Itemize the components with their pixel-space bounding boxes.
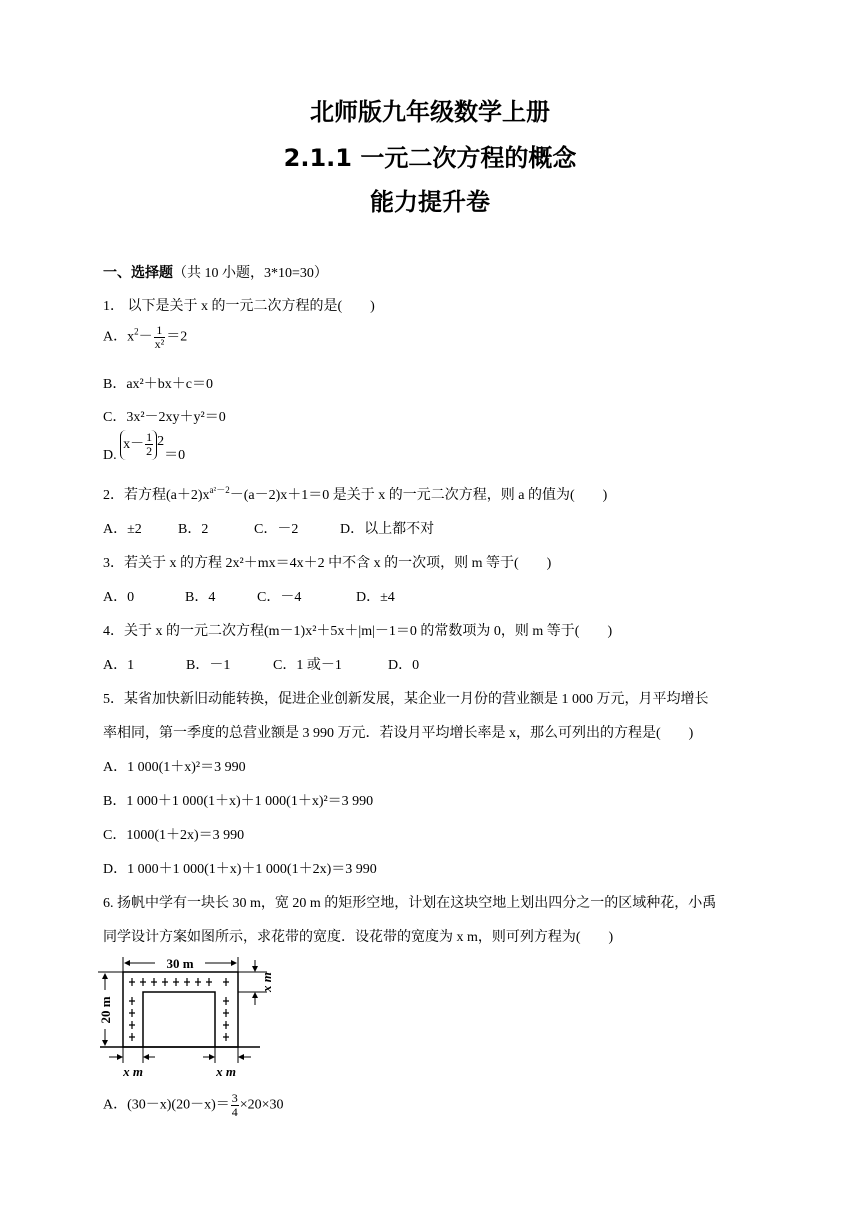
section-heading-note: （共 10 小题，3*10=30） xyxy=(173,266,328,281)
question-1-option-a: A．$x^2-$ $\frac{1}{\text{x²}}$ ＝2 xyxy=(103,323,188,351)
option-d: D．±4 xyxy=(356,590,395,605)
arrow-icon xyxy=(209,1054,215,1060)
option-a-text: A．(30－x)(20－x)＝ xyxy=(103,1097,230,1113)
right-dimension-label: x m xyxy=(259,972,274,992)
arrow-icon xyxy=(117,1054,123,1060)
flower-mark xyxy=(129,1021,135,1029)
exponent: 2 xyxy=(157,434,165,449)
flower-mark xyxy=(173,978,179,986)
question-5-option-c: C．1000(1＋2x)＝3 990 xyxy=(103,828,245,843)
option-b: B．4 xyxy=(185,590,216,605)
flower-mark xyxy=(223,997,229,1005)
stem-part: －(a－2)x＋1＝0 是关于 x 的一元二次方程，则 a 的值为( ) xyxy=(229,488,608,503)
question-1-option-c: C．3x²－2xy＋y²＝0 xyxy=(103,410,226,425)
stem-part: 2．若方程(a＋2)x xyxy=(103,488,210,503)
option-a-tail: ×20×30 xyxy=(239,1097,284,1113)
option-a-tail: ＝2 xyxy=(166,329,188,345)
fraction-numerator: 1 xyxy=(154,324,166,338)
question-5-option-b: B．1 000＋1 000(1＋x)＋1 000(1＋x)²＝3 990 xyxy=(103,794,374,809)
fraction xyxy=(154,324,166,351)
flower-mark xyxy=(129,1033,135,1041)
arrow-icon xyxy=(238,1054,244,1060)
flower-mark xyxy=(129,978,135,986)
question-4-options xyxy=(103,654,419,674)
exponent: a²－2 xyxy=(209,485,230,495)
question-1-stem: 1． 以下是关于 x 的一元二次方程的是( ) xyxy=(103,299,375,314)
flower-mark xyxy=(184,978,190,986)
outer-rectangle xyxy=(123,972,238,1047)
question-5-stem-line-1: 5．某省加快新旧动能转换，促进企业创新发展，某企业一月份的营业额是 1 000 万元，月平均增长 xyxy=(103,692,709,707)
flower-mark xyxy=(129,1009,135,1017)
flower-mark xyxy=(223,978,229,986)
arrow-icon xyxy=(252,992,258,998)
flower-mark xyxy=(162,978,168,986)
question-6-option-a xyxy=(103,1092,284,1119)
fraction-denominator: 4 xyxy=(231,1105,238,1119)
arrow-icon xyxy=(102,973,108,979)
fraction-numerator: 3 xyxy=(231,1091,238,1105)
question-3-stem: 3．若关于 x 的方程 2x²＋mx＝4x＋2 中不含 x 的一次项，则 m 等于( ) xyxy=(103,556,552,571)
paren-inner: x－ xyxy=(123,437,145,452)
question-5-option-d: D．1 000＋1 000(1＋x)＋1 000(1＋2x)＝3 990 xyxy=(103,862,377,877)
question-1-option-d xyxy=(103,430,186,463)
flower-mark xyxy=(151,978,157,986)
flower-mark xyxy=(223,1033,229,1041)
flower-mark xyxy=(206,978,212,986)
flower-mark xyxy=(129,997,135,1005)
page-subtitle: 2.1.1 一元二次方程的概念 xyxy=(283,144,577,172)
inner-rectangle xyxy=(143,992,215,1047)
option-d-label: D. xyxy=(103,448,117,463)
arrow-icon xyxy=(231,960,237,966)
fraction xyxy=(231,1092,239,1119)
option-a: A．1 xyxy=(103,658,135,673)
section-heading-label: 一、选择题 xyxy=(103,265,173,281)
bottom-right-dimension-label: x m xyxy=(216,1064,236,1079)
flower-marks xyxy=(129,978,229,1041)
question-6-figure xyxy=(95,955,280,1080)
question-5-stem-line-2: 率相同，第一季度的总营业额是 3 990 万元．若设月平均增长率是 x，那么可列出的方程是( ) xyxy=(103,726,694,741)
arrow-icon xyxy=(143,1054,149,1060)
option-d-tail: ＝0 xyxy=(164,448,186,463)
option-c: C．1 或－1 xyxy=(273,658,342,673)
option-d: D．0 xyxy=(388,658,420,673)
question-2-options xyxy=(103,518,434,538)
fraction-denominator: x² xyxy=(154,337,165,351)
flower-mark xyxy=(195,978,201,986)
option-a: A．0 xyxy=(103,590,135,605)
question-5-option-a: A．1 000(1＋x)²＝3 990 xyxy=(103,760,246,775)
arrow-icon xyxy=(124,960,130,966)
question-3-options xyxy=(103,586,395,606)
fraction-denominator: 2 xyxy=(146,444,153,459)
arrow-icon xyxy=(102,1040,108,1046)
flower-mark xyxy=(223,1009,229,1017)
question-4-stem: 4．关于 x 的一元二次方程(m－1)x²＋5x＋|m|－1＝0 的常数项为 0，则 m 等于( ) xyxy=(103,624,613,639)
page-title: 北师版九年级数学上册 xyxy=(310,98,550,126)
option-a: A．±2 xyxy=(103,522,142,537)
flower-mark xyxy=(223,1021,229,1029)
question-6-stem-line-2: 同学设计方案如图所示，求花带的宽度．设花带的宽度为 x m，则可列方程为( ) xyxy=(103,930,614,945)
page-subtitle-2: 能力提升卷 xyxy=(370,188,490,216)
bottom-left-dimension-label: x m xyxy=(123,1064,143,1079)
fraction xyxy=(145,431,153,458)
option-d: D．以上都不对 xyxy=(340,522,435,537)
left-dimension-label: 20 m xyxy=(98,996,113,1024)
question-1-option-b: B．ax²＋bx＋c＝0 xyxy=(103,377,213,392)
top-dimension-label: 30 m xyxy=(166,956,194,971)
option-c: C．－2 xyxy=(254,522,299,537)
fraction-numerator: 1 xyxy=(146,430,153,445)
option-b: B．－1 xyxy=(186,658,231,673)
question-6-stem-line-1: 6. 扬帆中学有一块长 30 m，宽 20 m 的矩形空地，计划在这块空地上划出四分之一的区域种花，小禹 xyxy=(103,896,717,911)
question-2-stem xyxy=(103,484,607,504)
flower-mark xyxy=(140,978,146,986)
option-a-text: A．x xyxy=(103,329,135,345)
arrow-icon xyxy=(252,966,258,972)
paren-expression xyxy=(120,430,157,460)
option-b: B．2 xyxy=(178,522,209,537)
option-c: C．－4 xyxy=(257,590,302,605)
section-heading xyxy=(103,262,328,282)
